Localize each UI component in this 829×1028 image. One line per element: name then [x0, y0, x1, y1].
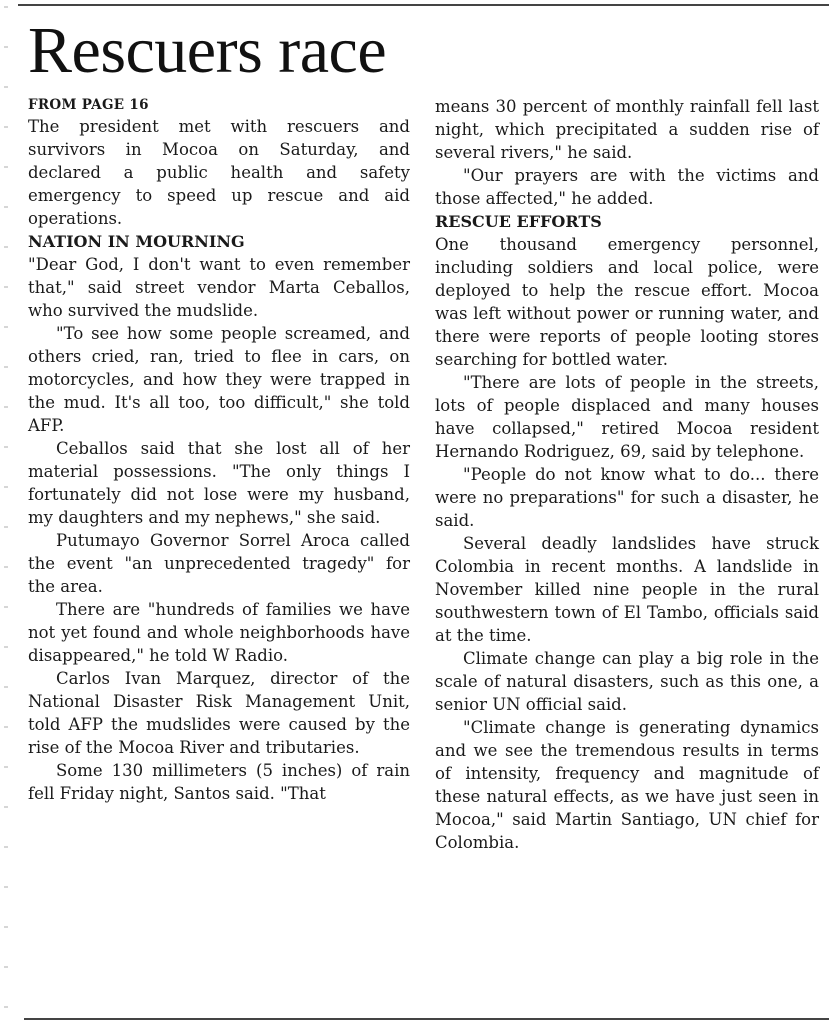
paragraph: Some 130 millimeters (5 inches) of rain fell Friday night, Santos said. "That: [28, 761, 410, 803]
paragraph: Ceballos said that she lost all of her material possessions. "The only things I fortunately did not lose were my husband, my daughters and my nephews," she said.: [28, 439, 410, 527]
paragraph: "People do not know what to do... there were no preparations" for such a disaster, he said.: [435, 465, 819, 530]
paragraph: "Dear God, I don't want to even remember that," said street vendor Marta Ceballos, who survived the mudslide.: [28, 255, 410, 320]
paragraph: The president met with rescuers and survivors in Mocoa on Saturday, and declared a public health and safety emergency to speed up rescue and aid operations.: [28, 117, 410, 228]
headline: Rescuers race: [28, 14, 387, 87]
subheading: NATION IN MOURNING: [28, 232, 245, 251]
paragraph: "Our prayers are with the victims and those affected," he added.: [435, 166, 819, 208]
paragraph: means 30 percent of monthly rainfall fell last night, which precipitated a sudden rise of several rivers," he said.: [435, 97, 819, 162]
paragraph: "Climate change is generating dynamics and we see the tremendous results in terms of intensity, frequency and magnitude of these natural effects, as we have just seen in Mocoa," said Martin Santiago, UN chief for Colombia.: [435, 718, 819, 852]
left-column: [28, 95, 410, 805]
paragraph: Climate change can play a big role in the scale of natural disasters, such as this one, a senior UN official said.: [435, 649, 819, 714]
paragraph: "To see how some people screamed, and others cried, ran, tried to flee in cars, on motorcycles, and how they were trapped in the mud. It's all too, too difficult," she told AFP.: [28, 324, 410, 435]
paragraph: Several deadly landslides have struck Colombia in recent months. A landslide in November killed nine people in the rural southwestern town of El Tambo, officials said at the time.: [435, 534, 819, 645]
paragraph: Putumayo Governor Sorrel Aroca called the event "an unprecedented tragedy" for the area.: [28, 531, 410, 596]
right-column: [435, 95, 819, 854]
paragraph: Carlos Ivan Marquez, director of the National Disaster Risk Management Unit, told AFP the mudslides were caused by the rise of the Mocoa River and tributaries.: [28, 669, 410, 757]
page-edge-marks: [4, 6, 8, 1016]
paragraph: "There are lots of people in the streets, lots of people displaced and many houses have collapsed," retired Mocoa resident Hernando Rodriguez, 69, said by telephone.: [435, 373, 819, 461]
paragraph: One thousand emergency personnel, including soldiers and local police, were deployed to help the rescue effort. Mocoa was left without power or running water, and there were reports of people looting stores searching for bottled water.: [435, 235, 819, 369]
top-rule: [18, 4, 829, 6]
left-column-body: [28, 115, 410, 805]
from-page-kicker: FROM PAGE 16: [28, 97, 149, 113]
paragraph: There are "hundreds of families we have not yet found and whole neighborhoods have disappeared," he told W Radio.: [28, 600, 410, 665]
bottom-rule: [24, 1018, 829, 1020]
subheading: RESCUE EFFORTS: [435, 212, 602, 231]
